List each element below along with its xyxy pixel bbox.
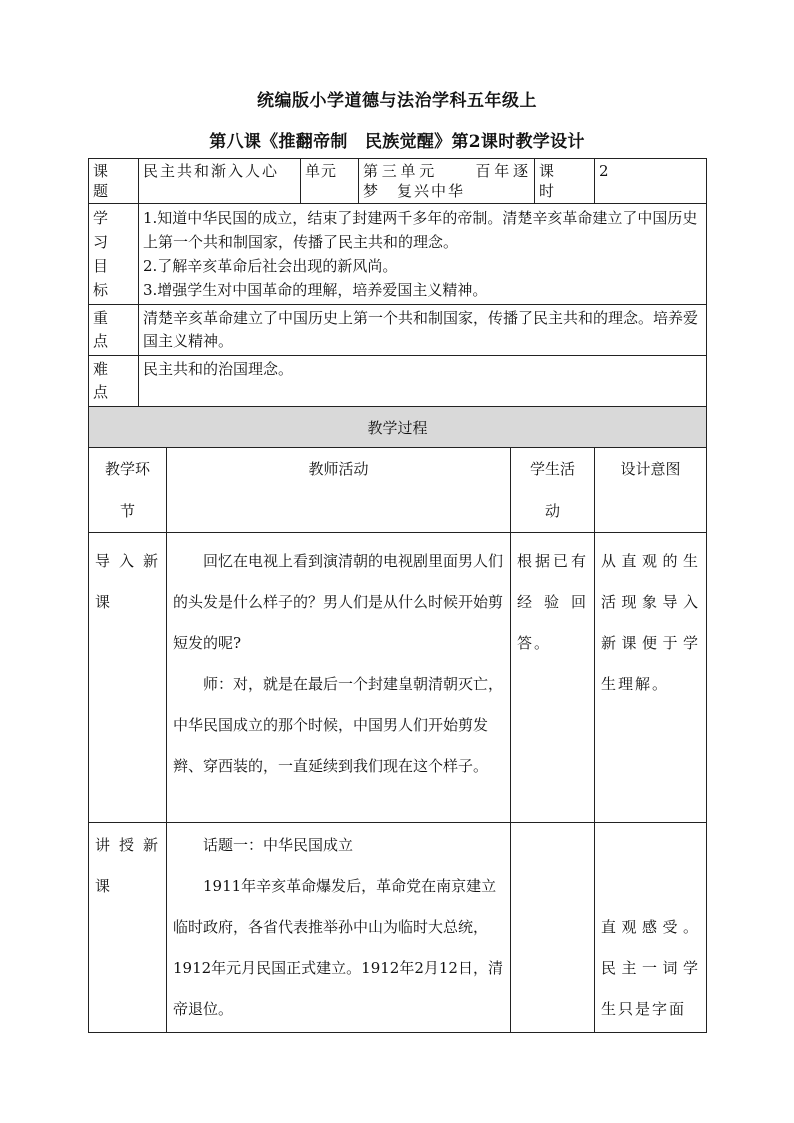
student-cell: 根据已有经验回答。 [511, 533, 595, 823]
unit-value: 第三单元 百年逐梦 复兴中华 [359, 159, 535, 204]
process-row [89, 533, 707, 823]
teacher-paragraph: 话题一：中华民国成立 [203, 836, 354, 854]
header-intent: 设计意图 [595, 448, 707, 533]
lesson-plan-table [88, 158, 707, 1033]
info-row-difficult [89, 356, 707, 407]
objective-item: 3.增强学生对中国革命的理解，培养爱国主义精神。 [143, 281, 488, 299]
key-value: 清楚辛亥革命建立了中国历史上第一个共和制国家，传播了民主共和的理念。培养爱国主义精神。 [139, 305, 707, 356]
objective-item: 2.了解辛亥革命后社会出现的新风尚。 [143, 257, 398, 275]
topic-label: 课 题 [89, 159, 139, 204]
intent-cell: 从直观的生活现象导入新课便于学生理解。 [595, 533, 707, 823]
header-teacher: 教师活动 [167, 448, 511, 533]
process-section-row [89, 407, 707, 448]
teacher-paragraph: 师：对，就是在最后一个封建皇朝清朝灭亡，中华民国成立的那个时候，中国男人们开始剪发辫、穿西装的，一直延续到我们现在这个样子。 [173, 675, 504, 775]
document-subtitle: 第八课《推翻帝制 民族觉醒》第2课时教学设计 [209, 132, 585, 152]
process-header-row [89, 448, 707, 533]
objective-item: 1.知道中华民国的成立，结束了封建两千多年的帝制。清楚辛亥革命建立了中国历史上第一个共和制国家，传播了民主共和的理念。 [143, 209, 698, 251]
difficult-value: 民主共和的治国理念。 [139, 356, 707, 407]
objectives-value [139, 204, 707, 305]
stage-cell: 讲授新课 [89, 823, 167, 1033]
process-row [89, 823, 707, 1033]
teacher-paragraph: 1911年辛亥革命爆发后，革命党在南京建立临时政府，各省代表推举孙中山为临时大总统，1912年元月民国正式建立。1912年2月12日，清帝退位。 [173, 877, 503, 1018]
header-student: 学生活动 [511, 448, 595, 533]
document-title: 统编版小学道德与法治学科五年级上 [257, 91, 537, 111]
info-row-topic [89, 159, 707, 204]
key-label: 重 点 [89, 305, 139, 356]
teacher-cell [167, 533, 511, 823]
stage-cell: 导入新课 [89, 533, 167, 823]
header-stage: 教学环节 [89, 448, 167, 533]
objectives-label: 学 习 目 标 [89, 204, 139, 305]
unit-label: 单元 [301, 159, 359, 204]
process-section-title: 教学过程 [89, 407, 707, 448]
topic-value: 民主共和渐入人心 [139, 159, 301, 204]
period-label: 课 时 [535, 159, 595, 204]
difficult-label: 难 点 [89, 356, 139, 407]
intent-cell: 直观感受。民主一词学生只是字面 [595, 823, 707, 1033]
teacher-cell [167, 823, 511, 1033]
info-row-key [89, 305, 707, 356]
info-row-objectives [89, 204, 707, 305]
period-value: 2 [595, 159, 707, 204]
teacher-paragraph: 回忆在电视上看到演清朝的电视剧里面男人们的头发是什么样子的？男人们是从什么时候开始剪短发的呢? [173, 552, 504, 652]
student-cell [511, 823, 595, 1033]
